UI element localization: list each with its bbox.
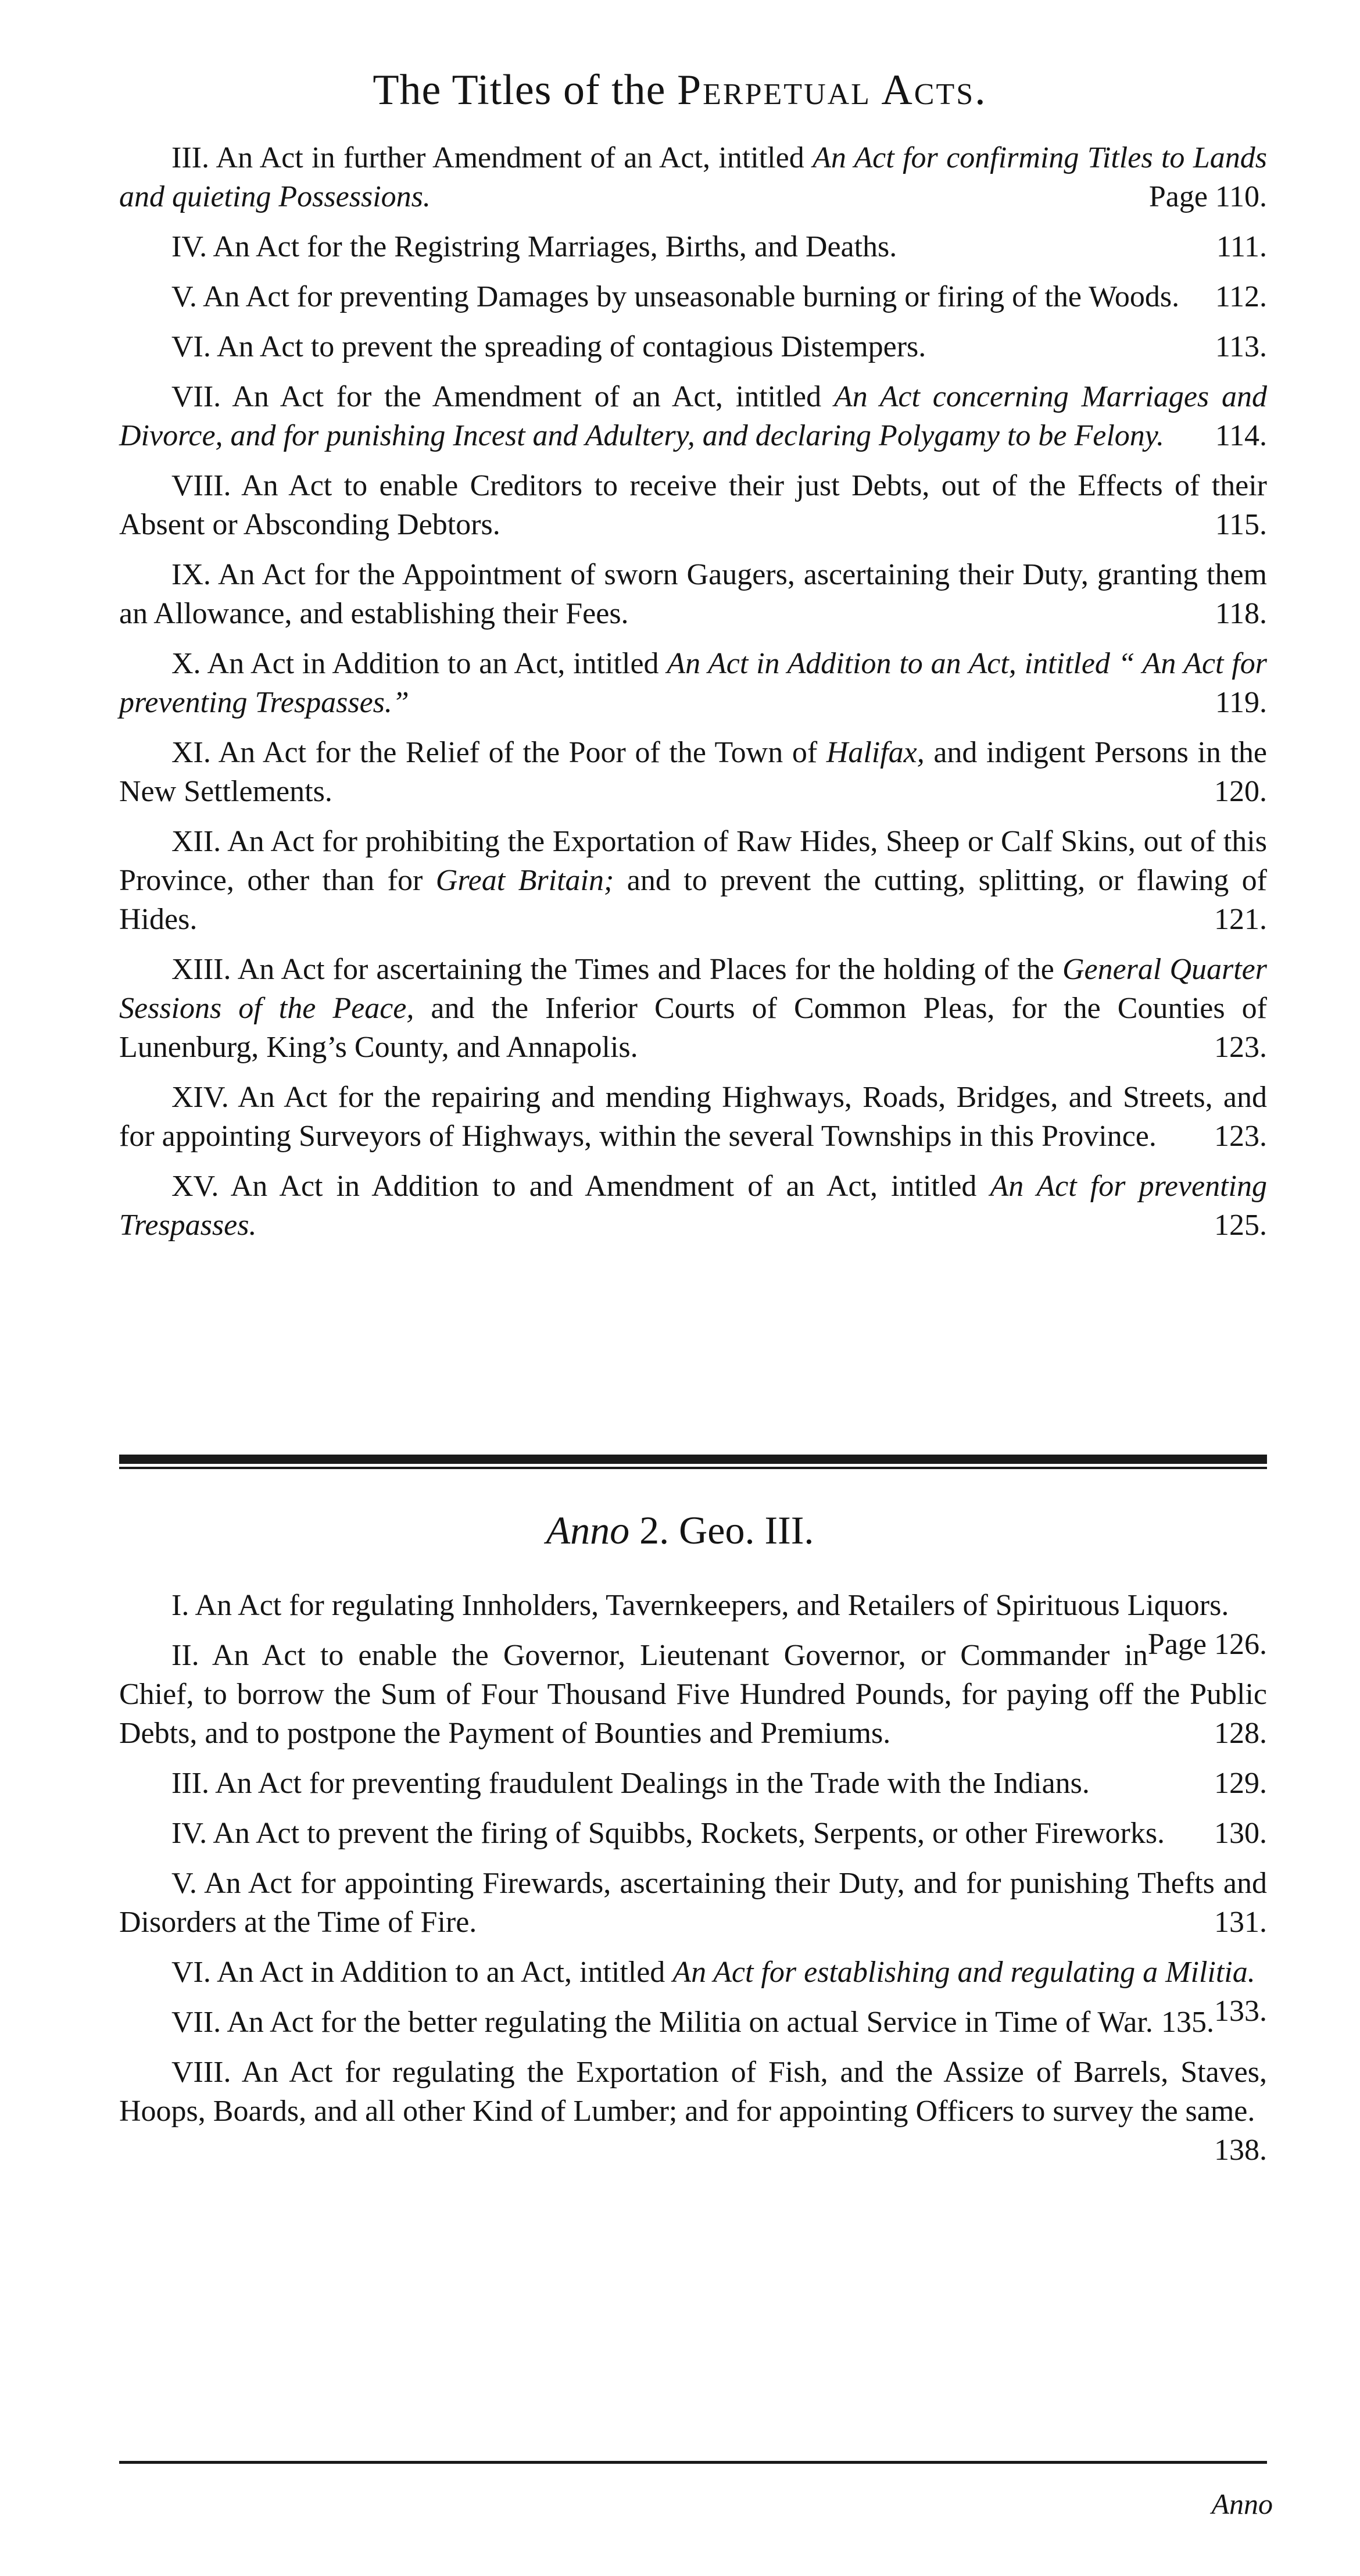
act-title-italic: Great Britain;: [435, 864, 614, 897]
act-title: An Act to prevent the spreading of contagious Distempers.: [217, 330, 926, 363]
act-entry: [119, 1636, 1267, 1753]
act-entry: [119, 377, 1267, 455]
page-reference: 114.: [1215, 419, 1267, 452]
act-number: III.: [171, 1767, 209, 1800]
act-number: IX.: [171, 558, 211, 591]
act-title-continued: and to prevent the cutting, splitting, or flawing of Hides.: [119, 864, 1267, 936]
act-title: An Act in Addition to an Act, intitled: [207, 647, 667, 680]
act-title-continued: and the Inferior Courts of Common Pleas, for the Counties of Lunenburg, King’s County, and Annapolis.: [119, 992, 1267, 1064]
act-number: V.: [171, 1867, 197, 1900]
page-reference: 118.: [1215, 597, 1267, 630]
act-entry: [119, 1864, 1267, 1942]
act-title: An Act for appointing Firewards, ascertaining their Duty, and for punishing Thefts and Disorders at the Time of Fire.: [119, 1867, 1267, 1939]
act-entry: [119, 733, 1267, 811]
page-reference: 115.: [1215, 508, 1267, 541]
page-reference: 123.: [1214, 1031, 1267, 1064]
page-reference: 120.: [1214, 775, 1267, 808]
act-title: An Act for preventing fraudulent Dealings in the Trade with the Indians.: [215, 1767, 1090, 1800]
act-title-italic: An Act concerning Marriages and Divorce, and for punishing Incest and Adultery, and declaring Polygamy to be Felony.: [119, 380, 1267, 452]
act-number: III.: [171, 141, 209, 174]
page-reference: 138.: [1214, 2134, 1267, 2167]
act-number: VIII.: [171, 469, 231, 502]
act-title-italic: An Act for confirming Titles to Lands and quieting Possessions.: [119, 141, 1268, 213]
act-number: V.: [171, 280, 197, 313]
act-entry: [119, 1167, 1267, 1245]
act-entry: [119, 1814, 1267, 1853]
act-title: An Act to prevent the firing of Squibbs, Rockets, Serpents, or other Fireworks.: [213, 1817, 1165, 1850]
act-title-continued: and indigent Persons in the New Settlements.: [119, 736, 1268, 808]
act-number: X.: [171, 647, 201, 680]
act-entry: [119, 1764, 1267, 1803]
section-divider-thick: [119, 1455, 1267, 1464]
title-emphasis: Perpetual Acts.: [677, 66, 987, 114]
act-number: VIII.: [171, 2056, 231, 2089]
act-title: An Act to enable Creditors to receive their just Debts, out of the Effects of their Absent or Absconding Debtors.: [119, 469, 1267, 541]
page-reference: Page 126.: [1147, 1628, 1267, 1661]
page-reference: 121.: [1214, 903, 1267, 936]
act-entry: [119, 138, 1267, 216]
act-entry: [119, 822, 1267, 939]
act-number: IV.: [171, 1817, 207, 1850]
act-title: An Act for the repairing and mending Highways, Roads, Bridges, and Streets, and for appointing Surveyors of Highways, within the several Townships in this Province.: [119, 1081, 1267, 1153]
act-entry: [119, 1078, 1267, 1156]
page-reference: Page 110.: [1148, 180, 1267, 213]
act-title: An Act for the Amendment of an Act, intitled: [232, 380, 834, 413]
act-entry: [119, 277, 1267, 316]
act-number: XII.: [171, 825, 221, 858]
act-title: An Act for the Relief of the Poor of the Town of: [218, 736, 826, 769]
act-entry: [119, 2003, 1267, 2042]
bottom-rule: [119, 2461, 1267, 2464]
act-title: An Act in further Amendment of an Act, intitled: [216, 141, 813, 174]
act-title: An Act for preventing Damages by unseasonable burning or firing of the Woods.: [203, 280, 1180, 313]
act-number: IV.: [171, 230, 207, 263]
act-number: XIII.: [171, 953, 231, 986]
act-entry: [119, 644, 1267, 722]
act-title-italic: An Act for establishing and regulating a Militia.: [672, 1956, 1255, 1989]
title-prefix: The Titles of the: [373, 66, 666, 114]
page-reference: 119.: [1215, 686, 1267, 719]
anno-heading: [0, 1510, 1360, 1550]
acts-list-year-1: [119, 138, 1267, 1256]
act-title: An Act to enable the Governor, Lieutenant Governor, or Commander in Chief, to borrow the Sum of Four Thousand Five Hundred Pounds, for paying off the Public Debts, and to postpone the Payment of Bounties and Premiums.: [119, 1639, 1267, 1750]
act-number: VI.: [171, 1956, 211, 1989]
act-entry: [119, 227, 1267, 266]
act-number: VII.: [171, 2006, 221, 2039]
page-reference: 135.: [1161, 2006, 1214, 2039]
act-title: An Act for regulating the Exportation of Fish, and the Assize of Barrels, Staves, Hoops, Boards, and all other Kind of Lumber; and for appointing Officers to survey the same.: [119, 2056, 1267, 2128]
act-title: An Act for the Registring Marriages, Births, and Deaths.: [213, 230, 897, 263]
act-entry: [119, 2053, 1267, 2167]
act-title: An Act for prohibiting the Exportation of Raw Hides, Sheep or Calf Skins, out of this Province, other than for: [119, 825, 1267, 897]
act-number: XV.: [171, 1170, 219, 1203]
act-number: XI.: [171, 736, 211, 769]
anno-heading-italic: Anno: [546, 1508, 630, 1552]
act-entry: [119, 327, 1267, 366]
page-reference: 111.: [1216, 230, 1267, 263]
act-number: VII.: [171, 380, 221, 413]
page-reference: 113.: [1215, 330, 1267, 363]
act-entry: [119, 466, 1267, 544]
anno-heading-rest: 2. Geo. III.: [629, 1508, 814, 1552]
act-title-italic: An Act for preventing Trespasses.: [119, 1170, 1268, 1242]
act-title: An Act in Addition to and Amendment of an Act, intitled: [230, 1170, 990, 1203]
page-reference: 128.: [1214, 1717, 1267, 1750]
act-title-italic: Halifax,: [826, 736, 925, 769]
act-number: VI.: [171, 330, 211, 363]
act-number: XIV.: [171, 1081, 229, 1114]
catchword: Anno: [1211, 2488, 1273, 2520]
page-reference: 133.: [1214, 1995, 1267, 2028]
act-number: I.: [171, 1589, 189, 1622]
page-reference: 123.: [1214, 1120, 1267, 1153]
act-title: An Act for ascertaining the Times and Places for the holding of the: [237, 953, 1062, 986]
act-entry: [119, 555, 1267, 633]
page-reference: 131.: [1214, 1906, 1267, 1939]
act-entry: [119, 950, 1267, 1067]
act-title: An Act in Addition to an Act, intitled: [217, 1956, 673, 1989]
act-title: An Act for the Appointment of sworn Gaugers, ascertaining their Duty, granting them an Allowance, and establishing their Fees.: [119, 558, 1267, 630]
page-reference: 125.: [1214, 1209, 1267, 1242]
act-title: An Act for regulating Innholders, Tavernkeepers, and Retailers of Spirituous Liquors.: [195, 1589, 1229, 1622]
act-title: An Act for the better regulating the Militia on actual Service in Time of War.: [227, 2006, 1153, 2039]
acts-list-year-2: [119, 1586, 1267, 2170]
act-title-italic: General Quarter Sessions of the Peace,: [119, 953, 1267, 1025]
act-number: II.: [171, 1639, 199, 1672]
page-reference: 130.: [1214, 1817, 1267, 1850]
page-reference: 112.: [1215, 280, 1267, 313]
section-divider-thin: [119, 1467, 1267, 1469]
act-title-italic: An Act in Addition to an Act, intitled “ An Act for preventing Trespasses.”: [119, 647, 1267, 719]
page-reference: 129.: [1214, 1767, 1267, 1800]
page-title: [0, 66, 1360, 114]
